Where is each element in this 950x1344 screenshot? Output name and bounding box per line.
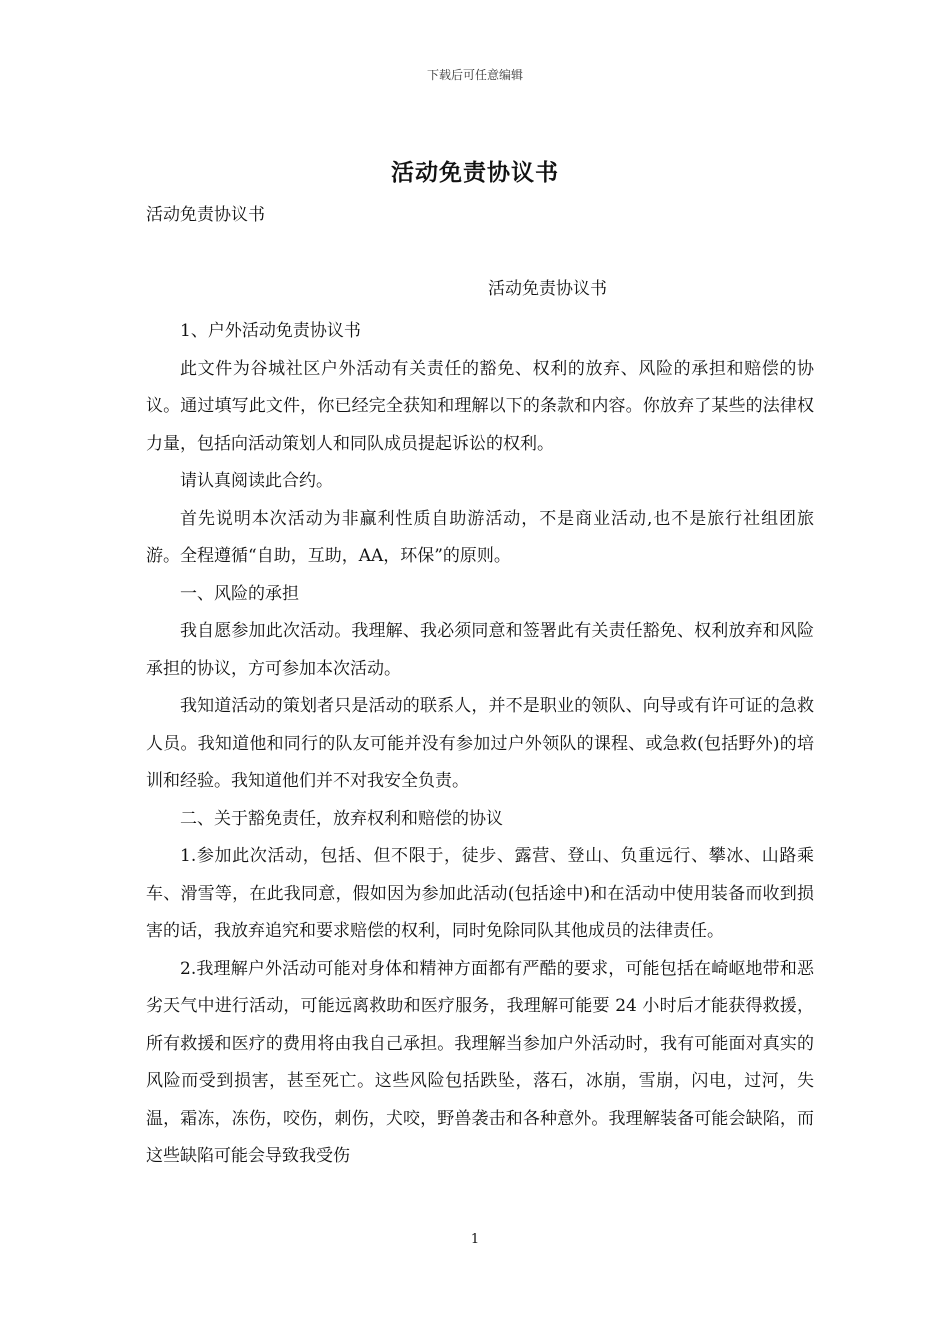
- paragraph-voluntary: 我自愿参加此次活动。我理解、我必须同意和签署此有关责任豁免、权利放弃和风险承担的协议，方可参加本次活动。: [146, 621, 814, 679]
- paragraph-clause-1: 1.参加此次活动，包括、但不限于，徒步、露营、登山、负重远行、攀冰、山路乘车、滑雪等，在此我同意，假如因为参加此活动(包括途中)和在活动中使用装备而收到损害的话，我放弃追究和要求赔偿的权利，同时免除同队其他成员的法律责任。: [146, 846, 814, 941]
- section-heading-waiver: 二、关于豁免责任，放弃权利和赔偿的协议: [180, 808, 503, 829]
- paragraph-organizer: 我知道活动的策划者只是活动的联系人，并不是职业的领队、向导或有许可证的急救人员。我知道他和同行的队友可能并没有参加过户外领队的课程、或急救(包括野外)的培训和经验。我知道他们并不对我安全负责。: [146, 696, 814, 791]
- paragraph-intro: 此文件为谷城社区户外活动有关责任的豁免、权利的放弃、风险的承担和赔偿的协议。通过填写此文件，你已经完全获知和理解以下的条款和内容。你放弃了某些的法律权力量，包括向活动策划人和同队成员提起诉讼的权利。: [146, 358, 814, 454]
- centered-subtitle: 活动免责协议书: [488, 279, 607, 299]
- page-number: 1: [470, 1232, 480, 1247]
- document-title: 活动免责协议书: [391, 159, 559, 186]
- paragraph-read-notice: 请认真阅读此合约。: [180, 471, 333, 491]
- paragraph-clause-2: 2.我理解户外活动可能对身体和精神方面都有严酷的要求，可能包括在崎岖地带和恶劣天气中进行活动，可能远离救助和医疗服务，我理解可能要 24 小时后才能获得救援，所有救援和医疗的费用将由我自己承担。我理解当参加户外活动时，我有可能面对真实的风险而受到损害，甚至死亡。这些风险包括跌坠，落石，冰崩，雪崩，闪电，过河，失温，霜冻，冻伤，咬伤，刺伤，犬咬，野兽袭击和各种意外。我理解装备可能会缺陷，而这些缺陷可能会导致我受伤: [146, 958, 814, 1166]
- section-heading-risk: 一、风险的承担: [180, 583, 299, 604]
- section-heading-outdoor: 1、户外活动免责协议书: [180, 321, 361, 341]
- paragraph-nonprofit: 首先说明本次活动为非赢利性质自助游活动，不是商业活动,也不是旅行社组团旅游。全程遵循“自助，互助，AA，环保”的原则。: [146, 508, 814, 566]
- document-body: [146, 313, 814, 1176]
- header-note: 下载后可任意编辑: [426, 68, 523, 82]
- document-subtitle: 活动免责协议书: [146, 205, 265, 225]
